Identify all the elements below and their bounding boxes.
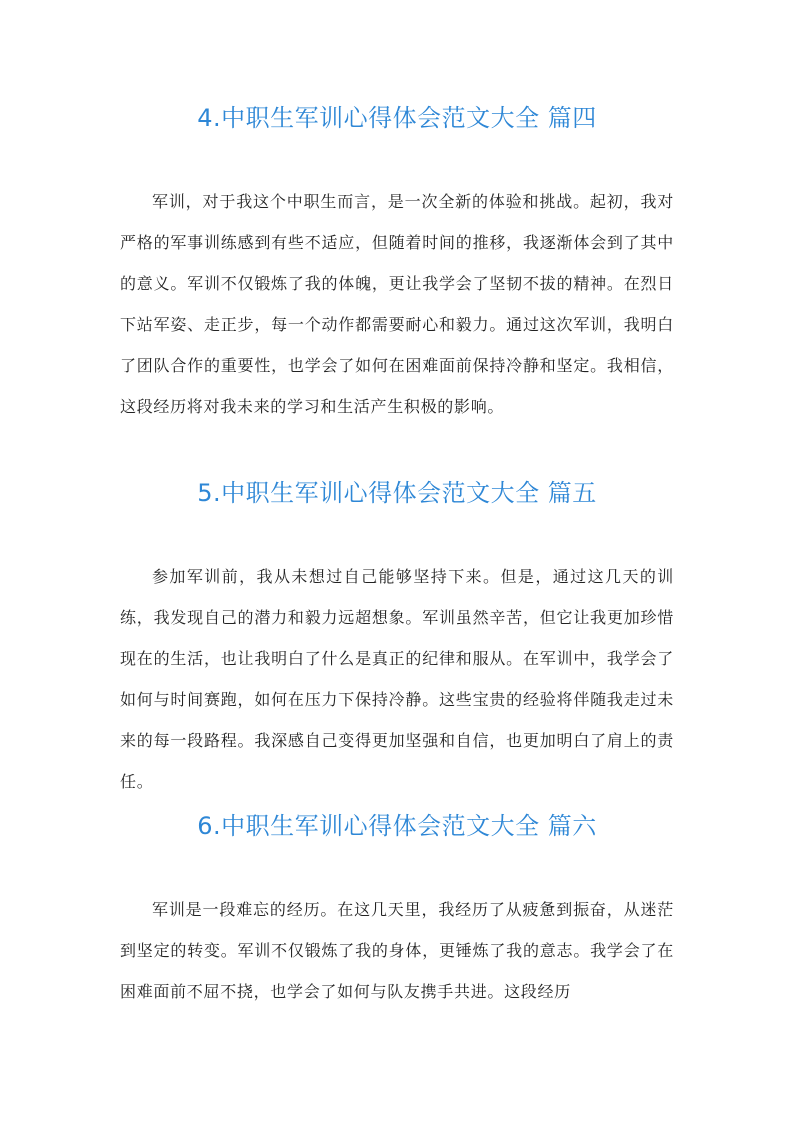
section-heading: 5.中职生军训心得体会范文大全 篇五	[197, 479, 597, 507]
section-5	[120, 477, 674, 509]
section-paragraph: 军训，对于我这个中职生而言，是一次全新的体验和挑战。起初，我对严格的军事训练感到有些不适应，但随着时间的推移，我逐渐体会到了其中的意义。军训不仅锻炼了我的体魄，更让我学会了坚韧不拔的精神。在烈日下站军姿、走正步，每一个动作都需要耐心和毅力。通过这次军训，我明白了团队合作的重要性，也学会了如何在困难面前保持冷静和坚定。我相信，这段经历将对我未来的学习和生活产生积极的影响。	[120, 192, 674, 416]
section-paragraph: 军训是一段难忘的经历。在这几天里，我经历了从疲惫到振奋，从迷茫到坚定的转变。军训不仅锻炼了我的身体，更锤炼了我的意志。我学会了在困难面前不屈不挠，也学会了如何与队友携手共进。这段经历	[120, 900, 674, 1001]
section-heading: 6.中职生军训心得体会范文大全 篇六	[197, 812, 597, 840]
section-5-body	[120, 556, 674, 802]
section-paragraph: 参加军训前，我从未想过自己能够坚持下来。但是，通过这几天的训练，我发现自己的潜力和毅力远超想象。军训虽然辛苦，但它让我更加珍惜现在的生活，也让我明白了什么是真正的纪律和服从。在军训中，我学会了如何与时间赛跑，如何在压力下保持冷静。这些宝贵的经验将伴随我走过未来的每一段路程。我深感自己变得更加坚强和自信，也更加明白了肩上的责任。	[120, 567, 674, 791]
section-6	[120, 810, 674, 842]
section-6-body	[120, 889, 674, 1012]
section-4	[120, 102, 674, 134]
section-4-body	[120, 181, 674, 427]
section-heading: 4.中职生军训心得体会范文大全 篇四	[197, 104, 597, 132]
